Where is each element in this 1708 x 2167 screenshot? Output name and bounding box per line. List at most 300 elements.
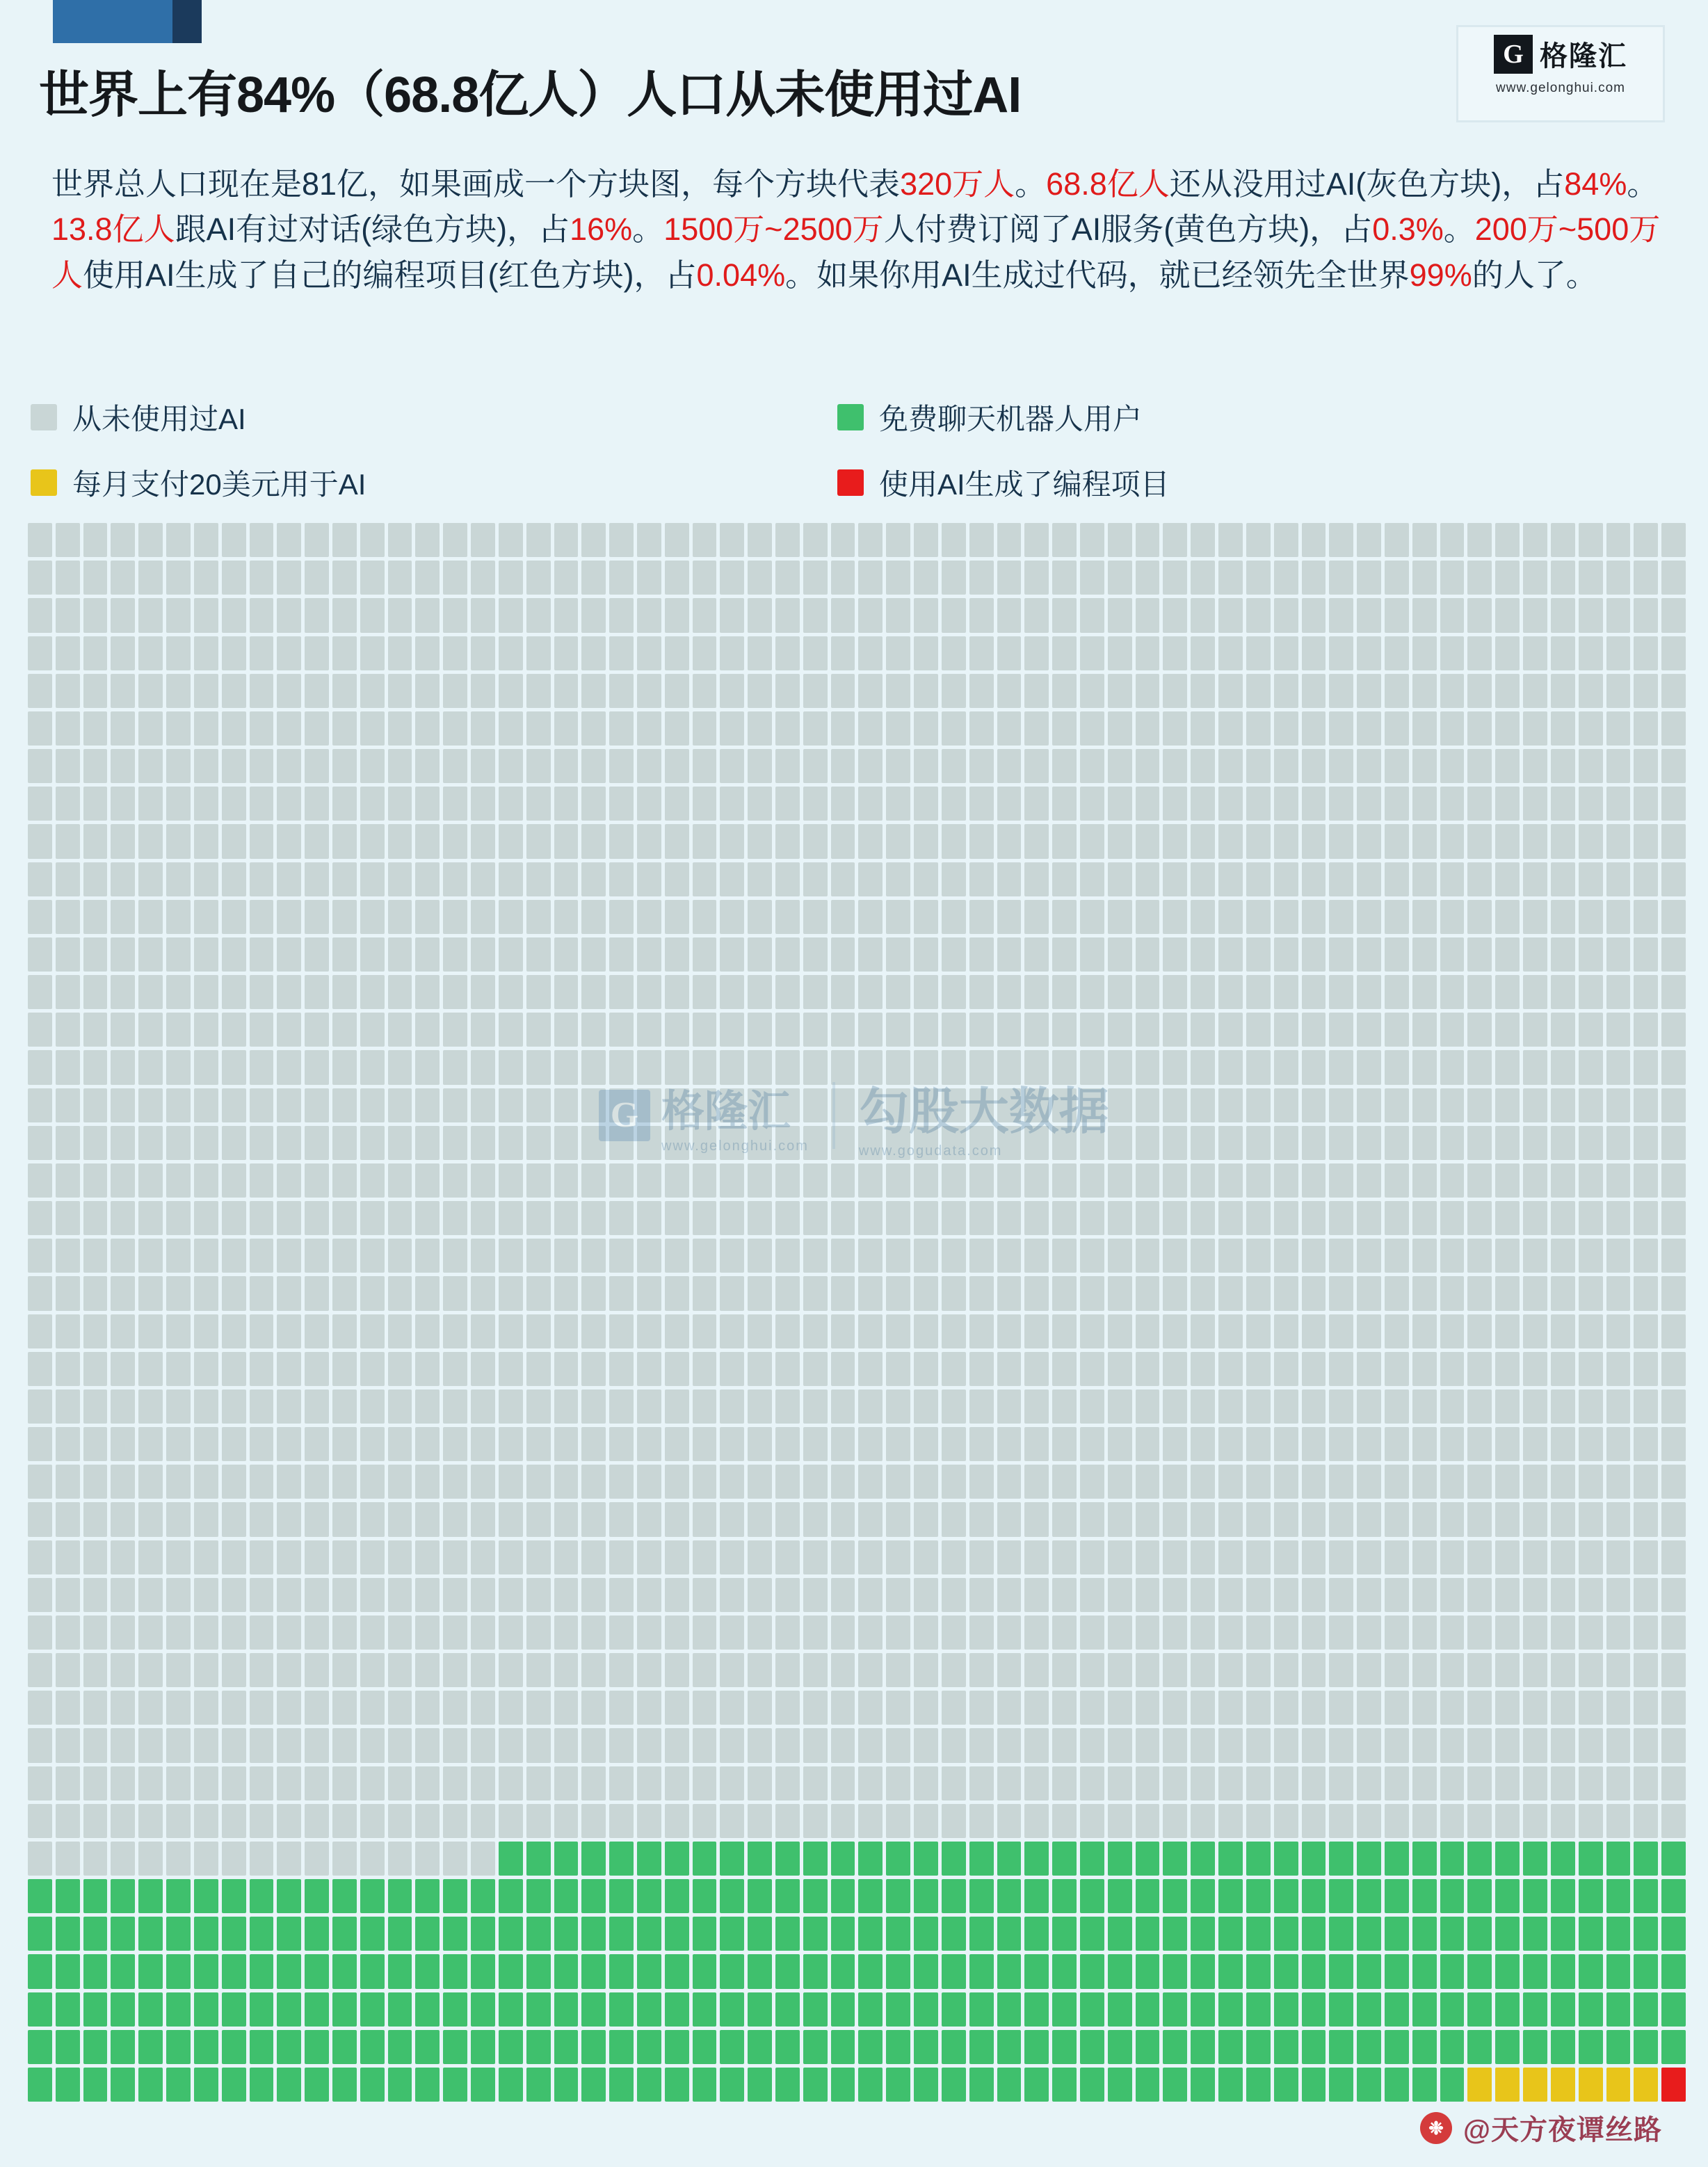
population-cell	[83, 975, 108, 1009]
population-cell	[665, 900, 689, 934]
population-cell	[83, 2068, 108, 2102]
population-cell	[803, 787, 828, 821]
population-cell	[1274, 636, 1298, 670]
population-cell	[942, 561, 966, 595]
population-cell	[831, 824, 855, 858]
population-cell	[1191, 1201, 1215, 1235]
population-cell	[1052, 1201, 1077, 1235]
population-cell	[1606, 1992, 1631, 2027]
population-cell	[1024, 1502, 1049, 1536]
population-cell	[693, 1917, 717, 1951]
population-cell	[443, 749, 467, 783]
population-cell	[360, 1992, 385, 2027]
population-cell	[1108, 900, 1132, 934]
population-cell	[581, 1050, 606, 1084]
population-cell	[166, 1842, 191, 1876]
population-cell	[609, 1502, 634, 1536]
population-cell	[499, 1239, 523, 1273]
population-cell	[388, 561, 412, 595]
population-cell	[1579, 674, 1603, 708]
population-cell	[1495, 975, 1520, 1009]
population-cell	[277, 1616, 301, 1650]
population-cell	[1440, 711, 1465, 746]
population-cell	[720, 1842, 744, 1876]
population-cell	[388, 824, 412, 858]
population-cell	[194, 1201, 218, 1235]
population-cell	[1551, 749, 1575, 783]
population-cell	[360, 711, 385, 746]
population-cell	[56, 1088, 80, 1122]
population-cell	[831, 1013, 855, 1047]
population-cell	[1191, 824, 1215, 858]
population-cell	[637, 1163, 661, 1198]
population-cell	[831, 1653, 855, 1687]
population-cell	[1108, 1201, 1132, 1235]
population-cell	[1274, 711, 1298, 746]
population-cell	[554, 711, 579, 746]
population-cell	[1246, 1163, 1271, 1198]
population-cell	[1274, 1427, 1298, 1461]
population-cell	[1523, 1427, 1547, 1461]
population-cell	[665, 1050, 689, 1084]
population-cell	[250, 1126, 274, 1160]
population-cell	[388, 1879, 412, 1913]
population-cell	[1329, 1427, 1353, 1461]
population-cell	[1606, 749, 1631, 783]
population-cell	[1412, 598, 1437, 632]
population-cell	[1467, 2030, 1492, 2064]
population-cell	[665, 561, 689, 595]
population-cell	[665, 1766, 689, 1801]
population-cell	[471, 636, 495, 670]
population-cell	[1440, 1728, 1465, 1762]
population-cell	[1052, 1427, 1077, 1461]
population-cell	[222, 711, 246, 746]
population-cell	[277, 749, 301, 783]
population-cell	[831, 787, 855, 821]
population-cell	[499, 1050, 523, 1084]
population-cell	[1108, 1879, 1132, 1913]
population-cell	[194, 1352, 218, 1386]
population-cell	[1108, 937, 1132, 972]
population-cell	[1495, 749, 1520, 783]
population-cell	[748, 824, 772, 858]
population-cell	[637, 1239, 661, 1273]
population-cell	[360, 2068, 385, 2102]
population-cell	[1357, 749, 1381, 783]
population-cell	[305, 1314, 329, 1348]
legend-swatch-icon	[31, 404, 57, 430]
population-cell	[775, 1427, 800, 1461]
population-cell	[360, 1239, 385, 1273]
population-cell	[914, 1691, 938, 1725]
population-cell	[1218, 523, 1243, 557]
population-cell	[1440, 900, 1465, 934]
population-cell	[969, 1352, 994, 1386]
population-cell	[332, 1766, 357, 1801]
population-cell	[526, 2068, 551, 2102]
population-cell	[1024, 1239, 1049, 1273]
population-cell	[1191, 1427, 1215, 1461]
population-cell	[138, 598, 163, 632]
population-cell	[1329, 598, 1353, 632]
population-cell	[1108, 561, 1132, 595]
population-cell	[194, 1427, 218, 1461]
population-cell	[111, 1013, 135, 1047]
population-cell	[415, 523, 440, 557]
population-cell	[1274, 937, 1298, 972]
population-cell	[665, 1842, 689, 1876]
population-cell	[415, 1201, 440, 1235]
population-cell	[28, 561, 52, 595]
population-cell	[1634, 636, 1658, 670]
population-cell	[609, 1276, 634, 1310]
population-cell	[222, 598, 246, 632]
population-cell	[914, 1653, 938, 1687]
population-cell	[388, 1314, 412, 1348]
population-cell	[1579, 1879, 1603, 1913]
population-cell	[748, 1389, 772, 1424]
population-cell	[1634, 749, 1658, 783]
population-cell	[665, 598, 689, 632]
population-cell	[166, 674, 191, 708]
population-cell	[720, 1163, 744, 1198]
population-cell	[637, 787, 661, 821]
population-cell	[1163, 1804, 1187, 1838]
population-cell	[1551, 1992, 1575, 2027]
population-cell	[194, 1276, 218, 1310]
population-cell	[609, 1954, 634, 1988]
population-cell	[997, 1502, 1022, 1536]
population-cell	[886, 2030, 910, 2064]
population-cell	[997, 1314, 1022, 1348]
population-cell	[1440, 1314, 1465, 1348]
population-cell	[775, 523, 800, 557]
population-cell	[388, 1352, 412, 1386]
population-cell	[1052, 1013, 1077, 1047]
population-cell	[305, 1163, 329, 1198]
population-cell	[1191, 1465, 1215, 1499]
population-cell	[581, 1578, 606, 1612]
population-cell	[194, 900, 218, 934]
population-cell	[1163, 1691, 1187, 1725]
population-cell	[1246, 711, 1271, 746]
population-cell	[554, 787, 579, 821]
population-cell	[138, 1992, 163, 2027]
population-cell	[1302, 1917, 1326, 1951]
population-cell	[222, 1050, 246, 1084]
population-cell	[1606, 1502, 1631, 1536]
population-cell	[83, 1540, 108, 1574]
population-cell	[693, 1163, 717, 1198]
population-cell	[1385, 1691, 1409, 1725]
population-cell	[1523, 1954, 1547, 1988]
population-cell	[997, 1540, 1022, 1574]
population-cell	[166, 711, 191, 746]
population-cell	[581, 1804, 606, 1838]
population-cell	[997, 1842, 1022, 1876]
population-cell	[886, 711, 910, 746]
population-cell	[1302, 1954, 1326, 1988]
population-cell	[360, 1126, 385, 1160]
population-cell	[914, 1201, 938, 1235]
population-cell	[609, 1728, 634, 1762]
population-cell	[1191, 1917, 1215, 1951]
population-cell	[360, 1163, 385, 1198]
population-cell	[637, 1088, 661, 1122]
population-cell	[775, 1013, 800, 1047]
population-cell	[997, 900, 1022, 934]
population-cell	[637, 1352, 661, 1386]
population-cell	[28, 1728, 52, 1762]
description-highlight: 16%	[570, 211, 633, 248]
population-cell	[1523, 1804, 1547, 1838]
population-cell	[1024, 900, 1049, 934]
population-cell	[166, 862, 191, 896]
population-cell	[388, 1540, 412, 1574]
population-cell	[1523, 1728, 1547, 1762]
population-cell	[305, 1088, 329, 1122]
population-cell	[443, 1013, 467, 1047]
population-cell	[1606, 1766, 1631, 1801]
population-cell	[942, 1804, 966, 1838]
population-cell	[693, 1766, 717, 1801]
population-cell	[1495, 523, 1520, 557]
population-cell	[997, 1239, 1022, 1273]
population-cell	[138, 1314, 163, 1348]
population-cell	[166, 561, 191, 595]
population-cell	[111, 1314, 135, 1348]
population-cell	[1440, 1126, 1465, 1160]
population-cell	[250, 1352, 274, 1386]
population-cell	[1523, 1653, 1547, 1687]
population-cell	[277, 1276, 301, 1310]
population-cell	[858, 1917, 883, 1951]
population-cell	[1634, 711, 1658, 746]
population-cell	[332, 1088, 357, 1122]
population-cell	[443, 1276, 467, 1310]
population-cell	[305, 1992, 329, 2027]
population-cell	[166, 900, 191, 934]
population-cell	[997, 1728, 1022, 1762]
population-cell	[305, 824, 329, 858]
population-cell	[803, 1013, 828, 1047]
population-cell	[1412, 1842, 1437, 1876]
population-cell	[858, 1465, 883, 1499]
population-cell	[1052, 787, 1077, 821]
population-cell	[831, 1954, 855, 1988]
population-cell	[1329, 561, 1353, 595]
population-cell	[693, 1616, 717, 1650]
population-cell	[1385, 975, 1409, 1009]
population-cell	[56, 975, 80, 1009]
population-cell	[1136, 1728, 1160, 1762]
population-cell	[1052, 636, 1077, 670]
population-cell	[831, 1992, 855, 2027]
population-cell	[914, 1389, 938, 1424]
population-cell	[194, 2068, 218, 2102]
population-cell	[332, 1653, 357, 1687]
population-cell	[194, 1728, 218, 1762]
population-cell	[1246, 1126, 1271, 1160]
population-cell	[305, 1465, 329, 1499]
population-cell	[250, 636, 274, 670]
population-cell	[332, 2030, 357, 2064]
population-cell	[277, 2030, 301, 2064]
population-cell	[388, 787, 412, 821]
population-cell	[443, 975, 467, 1009]
population-cell	[332, 674, 357, 708]
population-cell	[831, 561, 855, 595]
population-cell	[166, 1013, 191, 1047]
population-cell	[803, 1314, 828, 1348]
population-cell	[1385, 1050, 1409, 1084]
population-cell	[305, 1201, 329, 1235]
population-cell	[1495, 1427, 1520, 1461]
population-cell	[222, 1013, 246, 1047]
population-cell	[1080, 1917, 1104, 1951]
population-cell	[28, 937, 52, 972]
population-cell	[1661, 1427, 1686, 1461]
population-cell	[1108, 1842, 1132, 1876]
population-cell	[1080, 1616, 1104, 1650]
population-cell	[1274, 1691, 1298, 1725]
population-cell	[720, 824, 744, 858]
population-cell	[1357, 824, 1381, 858]
population-cell	[554, 1728, 579, 1762]
population-cell	[1163, 1427, 1187, 1461]
population-cell	[1579, 1766, 1603, 1801]
population-cell	[1551, 1427, 1575, 1461]
population-cell	[1661, 749, 1686, 783]
population-cell	[138, 1126, 163, 1160]
population-cell	[1634, 1917, 1658, 1951]
population-cell	[388, 1088, 412, 1122]
population-cell	[194, 1578, 218, 1612]
population-cell	[1523, 674, 1547, 708]
description-highlight: 13.8亿人	[51, 211, 175, 248]
population-cell	[581, 1653, 606, 1687]
population-cell	[1080, 1013, 1104, 1047]
population-cell	[1467, 975, 1492, 1009]
population-cell	[1523, 1691, 1547, 1725]
population-cell	[1080, 1728, 1104, 1762]
population-cell	[1246, 1992, 1271, 2027]
population-cell	[554, 523, 579, 557]
population-cell	[138, 636, 163, 670]
population-cell	[858, 1427, 883, 1461]
population-cell	[277, 1389, 301, 1424]
population-cell	[1329, 1201, 1353, 1235]
population-cell	[609, 1804, 634, 1838]
watermark-gelonghui-icon: G	[599, 1090, 650, 1141]
population-cell	[609, 636, 634, 670]
population-cell	[443, 862, 467, 896]
population-cell	[305, 1691, 329, 1725]
population-cell	[360, 975, 385, 1009]
population-cell	[1052, 2068, 1077, 2102]
population-cell	[28, 1050, 52, 1084]
population-cell	[1191, 1842, 1215, 1876]
population-cell	[803, 1050, 828, 1084]
population-cell	[111, 523, 135, 557]
population-cell	[1523, 1842, 1547, 1876]
population-cell	[1191, 1276, 1215, 1310]
population-cell	[1246, 1088, 1271, 1122]
population-cell	[803, 1389, 828, 1424]
population-cell	[914, 1879, 938, 1913]
population-cell	[693, 598, 717, 632]
population-cell	[250, 523, 274, 557]
population-cell	[693, 975, 717, 1009]
population-cell	[388, 1804, 412, 1838]
population-cell	[1052, 674, 1077, 708]
population-cell	[581, 2030, 606, 2064]
population-cell	[665, 1917, 689, 1951]
population-cell	[1440, 1239, 1465, 1273]
population-cell	[1163, 1314, 1187, 1348]
population-cell	[56, 523, 80, 557]
population-cell	[1329, 1653, 1353, 1687]
population-cell	[1302, 1050, 1326, 1084]
population-cell	[415, 1352, 440, 1386]
population-cell	[1634, 862, 1658, 896]
population-cell	[1246, 1352, 1271, 1386]
population-cell	[914, 1314, 938, 1348]
population-cell	[1024, 1314, 1049, 1348]
population-cell	[138, 561, 163, 595]
population-cell	[360, 1201, 385, 1235]
population-cell	[803, 824, 828, 858]
population-cell	[1136, 1239, 1160, 1273]
population-cell	[83, 636, 108, 670]
population-cell	[222, 824, 246, 858]
population-cell	[1329, 1314, 1353, 1348]
population-cell	[942, 937, 966, 972]
population-cell	[1080, 1465, 1104, 1499]
population-cell	[332, 1050, 357, 1084]
population-cell	[250, 1314, 274, 1348]
population-cell	[1606, 1540, 1631, 1574]
population-cell	[609, 1540, 634, 1574]
population-cell	[720, 598, 744, 632]
population-cell	[1385, 1502, 1409, 1536]
population-cell	[748, 561, 772, 595]
population-cell	[194, 1917, 218, 1951]
population-cell	[471, 1616, 495, 1650]
population-cell	[858, 1766, 883, 1801]
population-cell	[581, 787, 606, 821]
population-cell	[443, 1578, 467, 1612]
population-cell	[1551, 1389, 1575, 1424]
population-cell	[222, 674, 246, 708]
population-cell	[914, 824, 938, 858]
population-cell	[138, 862, 163, 896]
population-cell	[138, 1502, 163, 1536]
population-cell	[1080, 711, 1104, 746]
population-cell	[1579, 1578, 1603, 1612]
population-cell	[581, 523, 606, 557]
population-cell	[1191, 1616, 1215, 1650]
legend-label: 免费聊天机器人用户	[879, 403, 1143, 435]
population-cell	[803, 2030, 828, 2064]
population-cell	[1191, 1013, 1215, 1047]
population-cell	[720, 1352, 744, 1386]
population-cell	[1661, 1954, 1686, 1988]
population-cell	[942, 1050, 966, 1084]
population-cell	[388, 1992, 412, 2027]
population-cell	[1412, 900, 1437, 934]
